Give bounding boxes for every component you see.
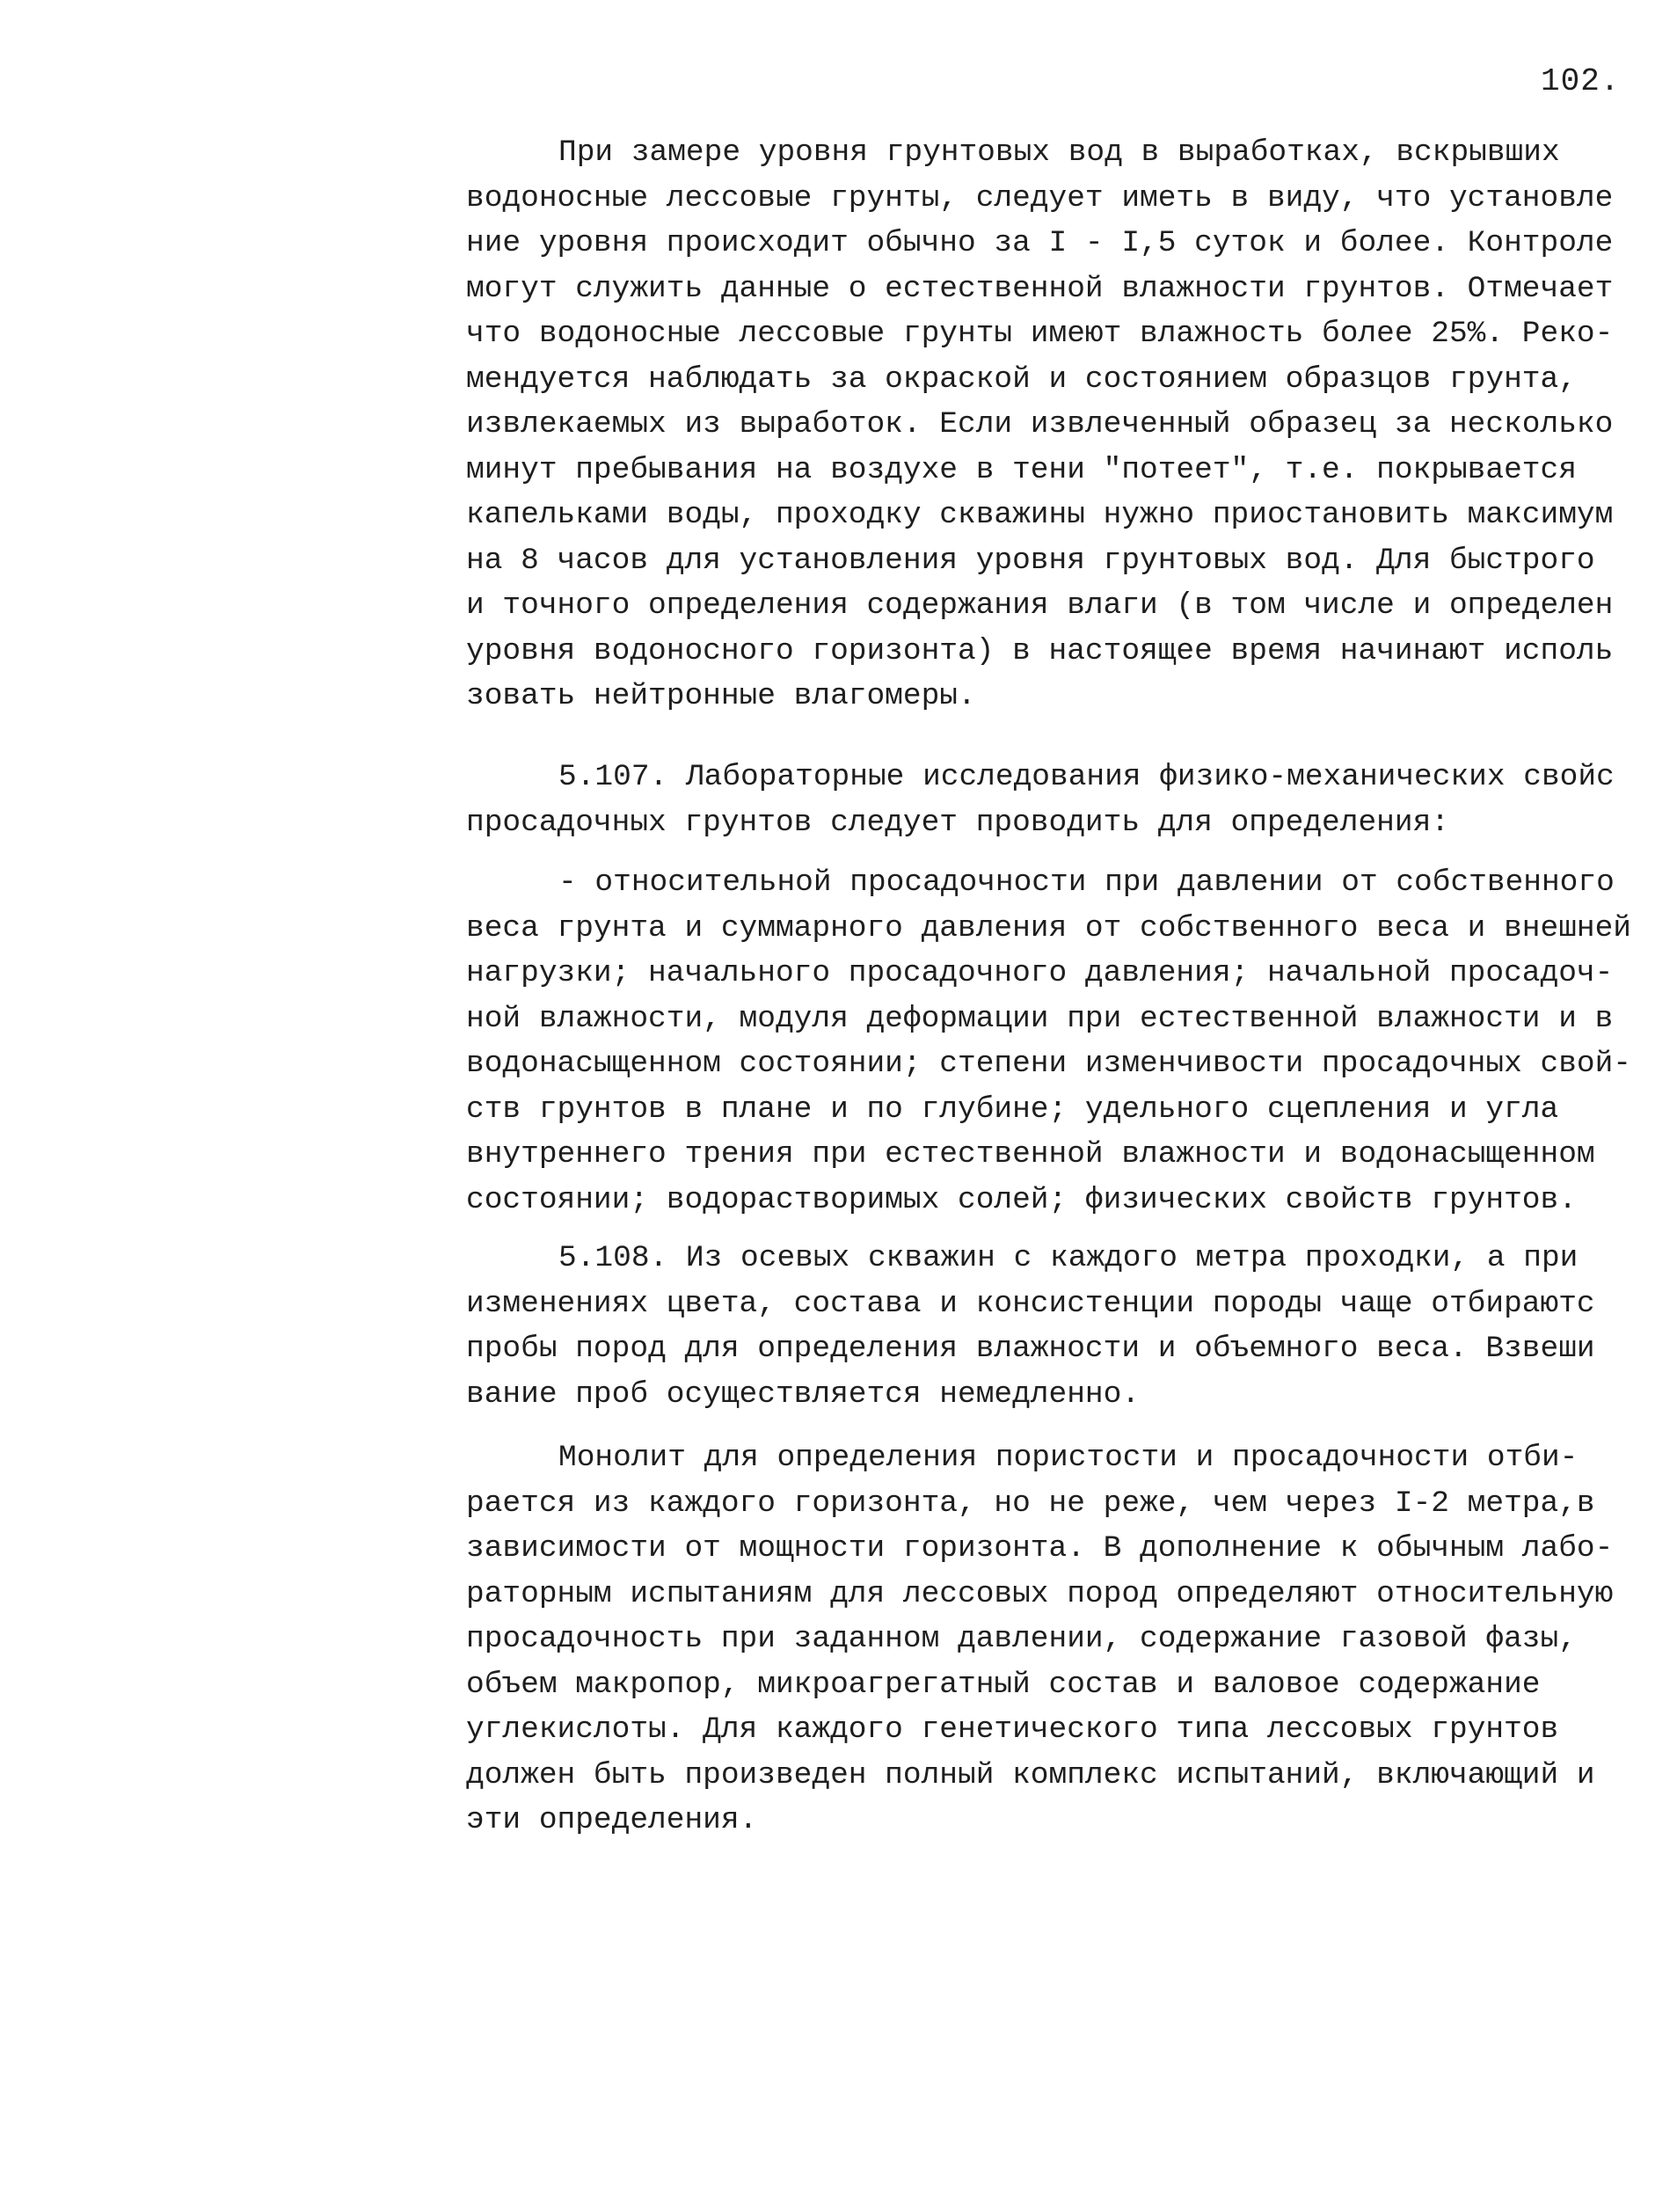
text-line: зовать нейтронные влагомеры.: [466, 679, 976, 713]
paragraph-5-107: [466, 755, 1644, 845]
text-line: на 8 часов для установления уровня грунтовых вод. Для быстрого: [466, 543, 1595, 578]
text-line: что водоносные лессовые грунты имеют влажность более 25%. Реко-: [466, 317, 1614, 351]
text-line: зависимости от мощности горизонта. В дополнение к обычным лабо-: [466, 1531, 1614, 1566]
text-line: и точного определения содержания влаги (в том числе и определен: [466, 588, 1614, 623]
text-line: извлекаемых из выработок. Если извлеченный образец за несколько: [466, 407, 1614, 442]
text-line: просадочность при заданном давлении, содержание газовой фазы,: [466, 1622, 1577, 1656]
text-line: - относительной просадочности при давлении от собственного: [558, 865, 1615, 900]
text-line: Монолит для определения пористости и просадочности отби-: [558, 1441, 1579, 1475]
text-line: капельками воды, проходку скважины нужно приостановить максимум: [466, 498, 1614, 532]
text-line: ной влажности, модуля деформации при естественной влажности и в: [466, 1001, 1614, 1036]
text-line: нагрузки; начального просадочного давления; начальной просадоч-: [466, 956, 1614, 990]
text-line: изменениях цвета, состава и консистенции породы чаще отбираютс: [466, 1286, 1595, 1321]
text-line: 5.108. Из осевых скважин с каждого метра проходки, а при: [558, 1241, 1579, 1275]
text-line: рается из каждого горизонта, но не реже, чем через I-2 метра,в: [466, 1486, 1595, 1521]
text-line: просадочных грунтов следует проводить для определения:: [466, 805, 1449, 840]
text-line: мендуется наблюдать за окраской и состоянием образцов грунта,: [466, 361, 1577, 397]
text-line: углекислоты. Для каждого генетического типа лессовых грунтов: [466, 1712, 1559, 1747]
text-line: ств грунтов в плане и по глубине; удельного сцепления и угла: [466, 1091, 1559, 1127]
text-line: 5.107. Лабораторные исследования физико-механических свойс: [558, 760, 1615, 794]
paragraph-list-properties: [466, 860, 1644, 1223]
text-line: водоносные лессовые грунты, следует иметь в виду, что установле: [466, 180, 1614, 215]
text-line: уровня водоносного горизонта) в настоящее время начинают исполь: [466, 633, 1614, 668]
text-line: пробы пород для определения влажности и объемного веса. Взвеши: [466, 1332, 1595, 1366]
paragraph-groundwater: [466, 130, 1644, 719]
text-line: должен быть произведен полный комплекс испытаний, включающий и: [466, 1757, 1595, 1792]
text-line: могут служить данные о естественной влажности грунтов. Отмечает: [466, 271, 1614, 306]
text-line: внутреннего трения при естественной влажности и водонасыщенном: [466, 1137, 1595, 1172]
text-line: вание проб осуществляется немедленно.: [466, 1376, 1141, 1412]
paragraph-5-108: [466, 1236, 1644, 1417]
text-line: веса грунта и суммарного давления от собственного веса и внешней: [466, 910, 1632, 945]
text-line: раторным испытаниям для лессовых пород определяют относительную: [466, 1576, 1614, 1611]
text-line: эти определения.: [466, 1803, 758, 1837]
text-line: состоянии; водорастворимых солей; физических свойств грунтов.: [466, 1182, 1577, 1217]
text-line: объем макропор, микроагрегатный состав и валовое содержание: [466, 1667, 1541, 1702]
text-line: ние уровня происходит обычно за I - I,5 суток и более. Контроле: [466, 226, 1614, 260]
text-line: водонасыщенном состоянии; степени изменчивости просадочных свой-: [466, 1047, 1632, 1081]
page-number: 102.: [1541, 63, 1621, 99]
text-line: При замере уровня грунтовых вод в выработках, вскрывших: [558, 135, 1560, 170]
paragraph-monolith: [466, 1435, 1644, 1843]
text-line: минут пребывания на воздухе в тени "потеет", т.е. покрывается: [466, 452, 1577, 487]
